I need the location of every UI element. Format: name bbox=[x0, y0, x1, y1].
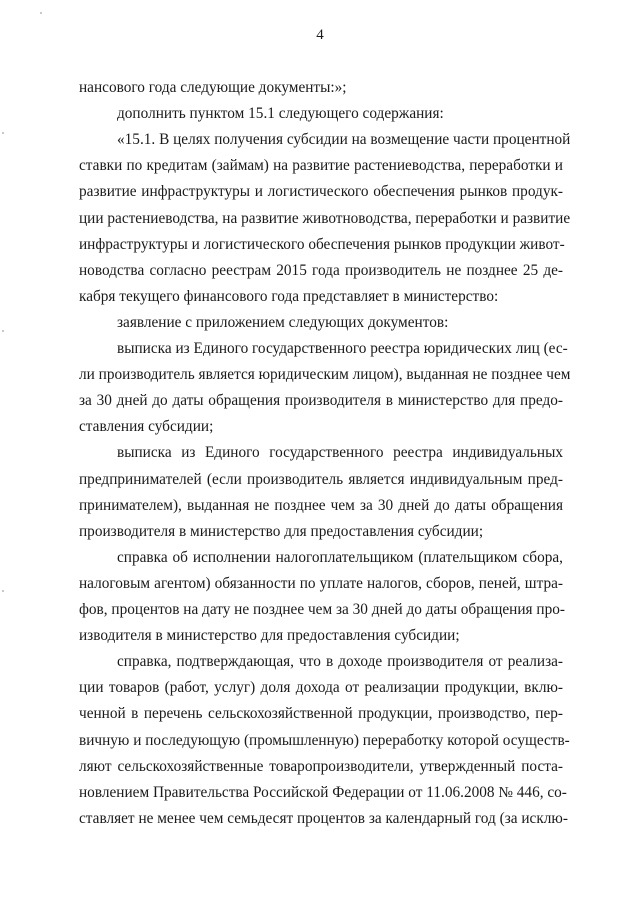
text-line: ли производитель является юридическим лицом), выданная не позднее чем bbox=[79, 366, 571, 383]
text-line: вичную и последующую (промышленную) переработку которой осуществ- bbox=[79, 732, 570, 749]
text-line: дополнить пунктом 15.1 следующего содержания: bbox=[117, 105, 444, 122]
page-number: 4 bbox=[316, 27, 324, 43]
text-line: налоговым агентом) обязанности по уплате налогов, сборов, пеней, штра- bbox=[79, 575, 563, 592]
text-line: ции растениеводства, на развитие животноводства, переработки и развитие bbox=[79, 210, 571, 227]
text-line: кабря текущего финансового года представляет в министерство: bbox=[79, 288, 499, 305]
text-line: производителя в министерство для предоставления субсидии; bbox=[79, 523, 484, 540]
text-line: «15.1. В целях получения субсидии на возмещение части процентной bbox=[117, 131, 571, 148]
text-line: нансового года следующие документы:»; bbox=[79, 79, 347, 96]
text-line: справка об исполнении налогоплательщиком (плательщиком сбора, bbox=[117, 549, 563, 566]
text-line: принимателем), выданная не позднее чем за 30 дней до даты обращения bbox=[79, 497, 563, 514]
text-line: изводителя в министерство для предоставления субсидии; bbox=[79, 627, 460, 644]
scan-speck bbox=[2, 132, 4, 134]
text-line: фов, процентов на дату не позднее чем за 30 дней до даты обращения про- bbox=[79, 601, 565, 618]
scan-speck bbox=[2, 330, 4, 332]
text-line: ставляет не менее чем семьдесят процентов за календарный год (за исклю- bbox=[79, 810, 568, 827]
text-line: ченной в перечень сельскохозяйственной продукции, производство, пер- bbox=[79, 705, 563, 722]
text-line: развитие инфраструктуры и логистического обеспечения рынков продук- bbox=[79, 183, 563, 200]
scan-speck bbox=[40, 12, 42, 14]
text-line: выписка из Единого государственного реестра индивидуальных bbox=[117, 444, 563, 461]
text-line: новодства согласно реестрам 2015 года производитель не позднее 25 де- bbox=[79, 262, 563, 279]
text-line: заявление с приложением следующих документов: bbox=[117, 314, 449, 331]
scan-speck bbox=[2, 590, 4, 592]
text-line: справка, подтверждающая, что в доходе производителя от реализа- bbox=[117, 653, 563, 670]
text-line: ляют сельскохозяйственные товаропроизводители, утвержденный поста- bbox=[79, 758, 563, 775]
text-line: предпринимателей (если производитель является индивидуальным пред- bbox=[79, 471, 563, 488]
text-line: ставки по кредитам (займам) на развитие растениеводства, переработки и bbox=[79, 157, 563, 174]
text-line: ции товаров (работ, услуг) доля дохода от реализации продукции, вклю- bbox=[79, 679, 563, 696]
text-line: новлением Правительства Российской Федерации от 11.06.2008 № 446, со- bbox=[79, 784, 567, 801]
text-line: ставления субсидии; bbox=[79, 418, 214, 435]
text-line: выписка из Единого государственного реестра юридических лиц (ес- bbox=[117, 340, 568, 357]
text-line: за 30 дней до даты обращения производителя в министерство для предо- bbox=[79, 392, 563, 409]
text-line: инфраструктуры и логистического обеспечения рынков продукции живот- bbox=[79, 236, 565, 253]
